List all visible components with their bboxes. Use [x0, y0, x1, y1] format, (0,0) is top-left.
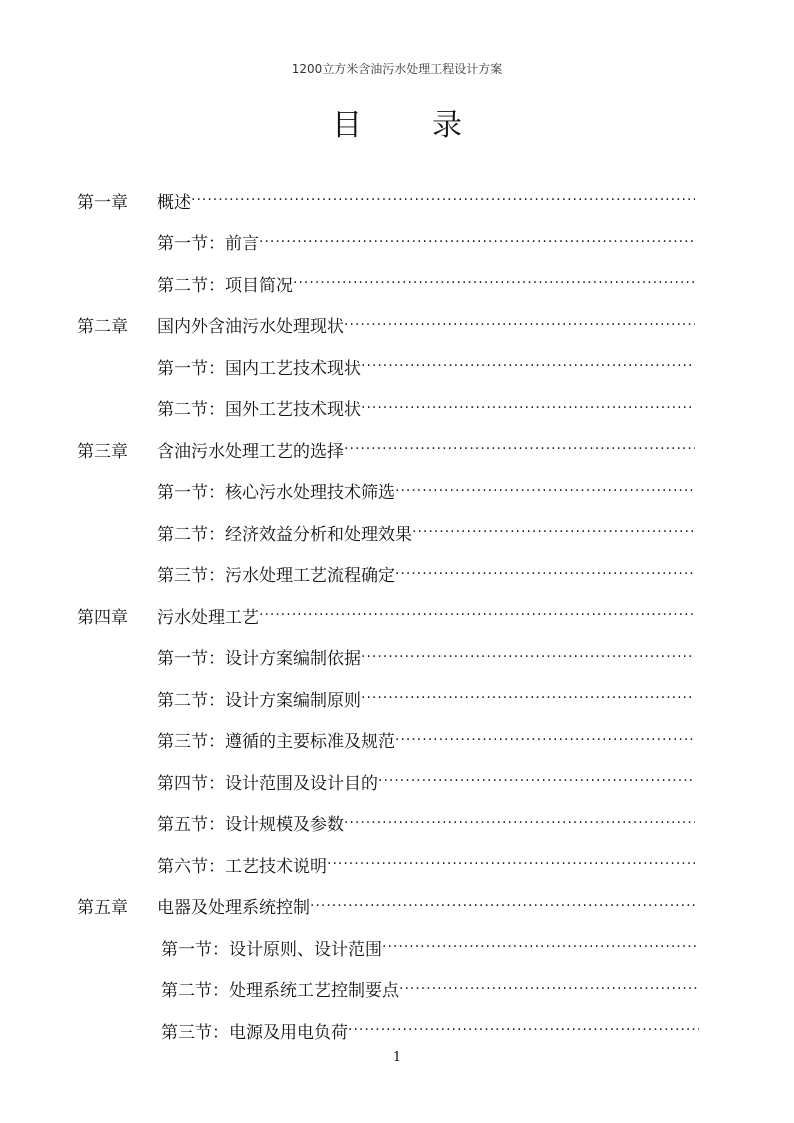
document-header: 1200立方米含油污水处理工程设计方案	[291, 62, 503, 76]
toc-entry-text: 概述	[157, 192, 191, 213]
toc-leader-dots	[344, 815, 695, 831]
toc-entry-text: 核心污水处理技术筛选	[225, 483, 395, 503]
toc-entry-text: 电器及处理系统控制	[157, 898, 310, 918]
toc-entry-text: 经济效益分析和处理效果	[225, 524, 412, 545]
toc-section-entry[interactable]	[157, 849, 695, 879]
toc-leader-dots	[361, 690, 695, 706]
toc-entry-label: 第五节：	[157, 815, 225, 835]
toc-section-entry[interactable]	[161, 932, 699, 962]
toc-chapter-entry[interactable]	[77, 310, 695, 340]
toc-section-entry[interactable]	[157, 517, 695, 547]
toc-leader-dots	[327, 856, 695, 872]
toc-entry-label: 第二节：	[157, 524, 225, 545]
toc-entry-label: 第二节：	[161, 981, 229, 1001]
toc-entry-label: 第三节：	[161, 1022, 229, 1043]
toc-leader-dots	[344, 441, 695, 457]
toc-leader-dots	[361, 649, 695, 665]
toc-section-entry[interactable]	[157, 268, 695, 298]
toc-entry-label: 第一节：	[157, 234, 225, 254]
toc-entry-text: 设计方案编制依据	[225, 649, 361, 669]
toc-leader-dots	[399, 981, 699, 997]
toc-leader-dots	[412, 524, 695, 540]
toc-leader-dots	[378, 773, 695, 789]
toc-entry-text: 设计范围及设计目的	[225, 773, 378, 794]
toc-entry-text: 设计规模及参数	[225, 815, 344, 835]
page-number: 1	[392, 1050, 402, 1065]
toc-entry-text: 遵循的主要标准及规范	[225, 732, 395, 752]
toc-section-entry[interactable]	[157, 393, 695, 423]
toc-title	[0, 100, 794, 144]
toc-entry-text: 设计方案编制原则	[225, 690, 361, 711]
toc-entry-text: 污水处理工艺流程确定	[225, 566, 395, 586]
toc-leader-dots	[382, 939, 699, 955]
toc-title-char-2: 录	[432, 108, 462, 143]
toc-leader-dots	[344, 317, 695, 333]
toc-section-entry[interactable]	[157, 725, 695, 755]
toc-section-entry[interactable]	[161, 1015, 699, 1045]
toc-entry-text: 工艺技术说明	[225, 856, 327, 877]
toc-section-entry[interactable]	[161, 974, 699, 1004]
toc-entry-text: 处理系统工艺控制要点	[229, 981, 399, 1001]
toc-section-entry[interactable]	[157, 683, 695, 713]
toc-section-entry[interactable]	[157, 559, 695, 589]
toc-chapter-entry[interactable]	[77, 434, 695, 464]
toc-section-entry[interactable]	[157, 227, 695, 257]
toc-entry-label: 第三章	[77, 441, 128, 462]
toc-entry-text: 前言	[225, 234, 259, 254]
toc-leader-dots	[395, 732, 695, 748]
toc-entry-label: 第一节：	[157, 649, 225, 669]
toc-section-entry[interactable]	[157, 351, 695, 381]
toc-entry-text: 国内外含油污水处理现状	[157, 317, 344, 337]
toc-entry-text: 国内工艺技术现状	[225, 358, 361, 379]
toc-leader-dots	[293, 275, 695, 291]
toc-entry-text: 国外工艺技术现状	[225, 400, 361, 420]
toc-section-entry[interactable]	[157, 766, 695, 796]
toc-leader-dots	[395, 483, 695, 499]
toc-section-entry[interactable]	[157, 642, 695, 672]
toc-chapter-entry[interactable]	[77, 600, 695, 630]
toc-entry-label: 第六节：	[157, 856, 225, 877]
toc-leader-dots	[348, 1022, 699, 1038]
toc-chapter-entry[interactable]	[77, 185, 695, 215]
toc-entry-label: 第五章	[77, 898, 128, 918]
toc-entry-label: 第二节：	[157, 690, 225, 711]
toc-entry-text: 含油污水处理工艺的选择	[157, 441, 344, 462]
toc-leader-dots	[191, 192, 695, 208]
toc-entry-label: 第三节：	[157, 566, 225, 586]
toc-section-entry[interactable]	[157, 476, 695, 506]
toc-entry-label: 第一章	[77, 192, 128, 213]
toc-leader-dots	[259, 607, 695, 623]
toc-entry-text: 电源及用电负荷	[229, 1022, 348, 1043]
toc-leader-dots	[361, 400, 695, 416]
toc-section-entry[interactable]	[157, 808, 695, 838]
toc-entry-label: 第三节：	[157, 732, 225, 752]
toc-entry-label: 第四节：	[157, 773, 225, 794]
toc-title-char-1: 目	[332, 108, 362, 143]
toc-entry-text: 设计原则、设计范围	[229, 939, 382, 960]
toc-entry-label: 第二节：	[157, 400, 225, 420]
toc-entry-label: 第一节：	[157, 483, 225, 503]
toc-entry-label: 第四章	[77, 607, 128, 628]
toc-leader-dots	[259, 234, 695, 250]
toc-entry-label: 第一节：	[161, 939, 229, 960]
toc-leader-dots	[361, 358, 695, 374]
toc-leader-dots	[395, 566, 695, 582]
toc-entry-text: 污水处理工艺	[157, 607, 259, 628]
toc-entry-text: 项目简况	[225, 275, 293, 296]
toc-leader-dots	[310, 898, 695, 914]
toc-entry-label: 第二节：	[157, 275, 225, 296]
toc-entry-label: 第二章	[77, 317, 128, 337]
toc-chapter-entry[interactable]	[77, 891, 695, 921]
toc-entry-label: 第一节：	[157, 358, 225, 379]
